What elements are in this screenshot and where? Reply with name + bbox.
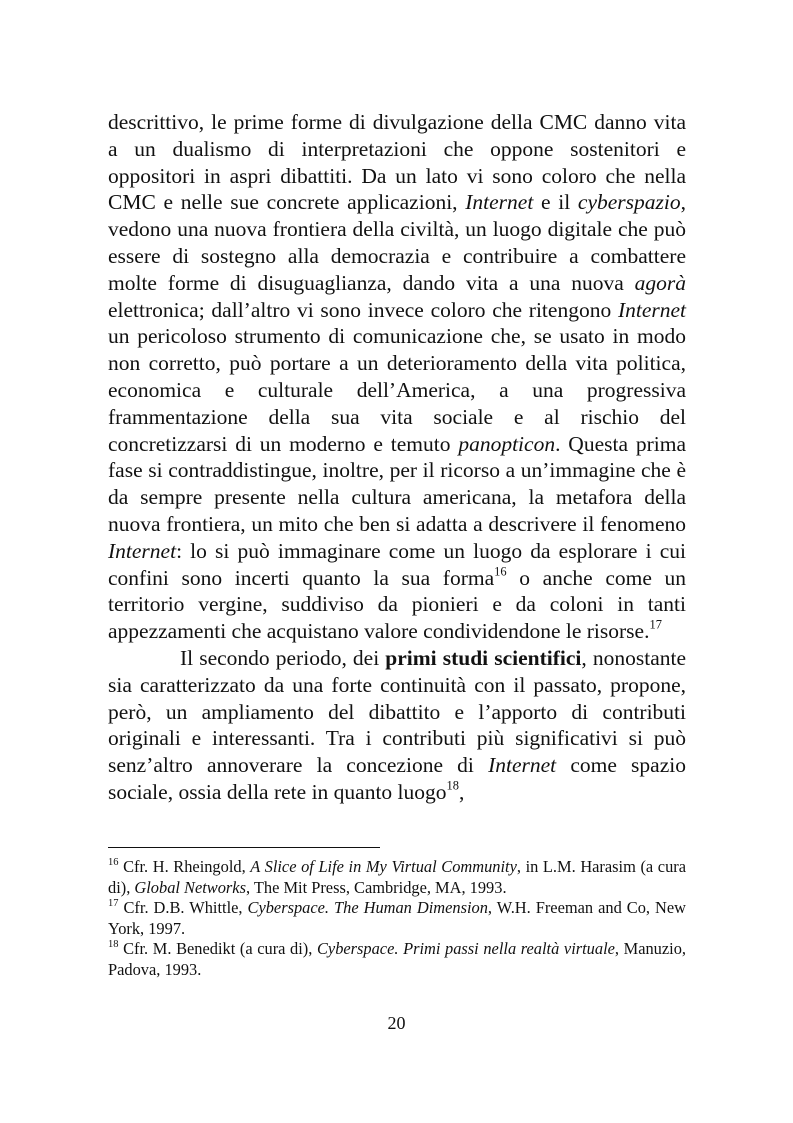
italic-term-internet: Internet bbox=[617, 297, 686, 322]
footnote-ref-18[interactable]: 18 bbox=[446, 778, 459, 793]
footnote-18 bbox=[108, 939, 686, 980]
footnote-ref-16[interactable]: 16 bbox=[494, 564, 507, 579]
footnote-text: , in L.M. Harasim (a cura di), bbox=[108, 857, 686, 897]
footnote-text: , Manuzio, Padova, 1993. bbox=[108, 939, 686, 979]
footnote-16 bbox=[108, 857, 686, 898]
text-run: come spazio sociale, ossia della rete in quanto luogo bbox=[108, 753, 686, 804]
footnote-number: 17 bbox=[108, 898, 119, 910]
italic-term-cyberspazio: cyberspazio bbox=[577, 190, 681, 215]
footnote-ref-17[interactable]: 17 bbox=[649, 617, 662, 632]
footnote-title: Cyberspace. The Human Dimension bbox=[247, 898, 488, 918]
footnote-text: Cfr. D.B. Whittle, bbox=[118, 898, 248, 918]
text-run: o anche come un territorio vergine, suddiviso da pionieri e da coloni in tanti appezzamenti che acquistano valore condividendone le risorse. bbox=[108, 565, 686, 644]
paragraph-1 bbox=[108, 109, 686, 645]
footnotes bbox=[108, 857, 686, 981]
footnote-title: A Slice of Life in My Virtual Community bbox=[250, 857, 517, 876]
text-run: , vedono una nuova frontiera della civiltà, un luogo digitale che può essere di sostegno alla democrazia e contribuire a combattere molte forme di disuguaglianza, dando vita a una nuova bbox=[108, 190, 686, 295]
text-run: : lo si può immaginare come un luogo da esplorare i cui confini sono incerti quanto la sua forma bbox=[108, 538, 686, 590]
paragraph-2 bbox=[108, 645, 686, 806]
text-run: , bbox=[459, 779, 465, 804]
text-run: . Questa prima fase si contraddistingue, inoltre, per il ricorso a un’immagine che è da sempre presente nella cultura americana, la metafora della nuova frontiera, un mito che ben si adatta a descrivere il fenomeno bbox=[108, 431, 686, 536]
text-run: elettronica; dall’altro vi sono invece coloro che ritengono bbox=[108, 297, 618, 322]
italic-term-internet: Internet bbox=[108, 538, 177, 563]
footnote-text: , The Mit Press, Cambridge, MA, 1993. bbox=[245, 877, 507, 897]
italic-term-internet: Internet bbox=[488, 753, 557, 778]
body-text bbox=[108, 109, 686, 806]
text-run: Il secondo periodo, dei bbox=[180, 645, 386, 670]
footnote-number: 16 bbox=[108, 857, 119, 869]
footnote-title: Global Networks bbox=[134, 877, 246, 897]
bold-term-primi-studi: primi studi scientifici bbox=[385, 645, 582, 670]
footnote-separator bbox=[108, 847, 380, 848]
italic-term-agora: agorà bbox=[634, 270, 686, 295]
footnote-title: Cyberspace. Primi passi nella realtà virtuale bbox=[316, 939, 615, 959]
text-run: e il bbox=[533, 190, 578, 215]
text-run: , nonostante sia caratterizzato da una forte continuità con il passato, propone, però, un ampliamento del dibattito e l’apporto di contributi originali e interessanti. Tra i contributi più significativi si può senz’altro annoverare la concezione di bbox=[108, 645, 687, 778]
page-number: 20 bbox=[387, 1013, 406, 1033]
text-run: un pericoloso strumento di comunicazione che, se usato in modo non corretto, può portare a un deterioramento della vita politica, economica e culturale dell’America, a una progressiva frammentazione della sua vita sociale e al rischio del concretizzarsi di un moderno e temuto bbox=[108, 324, 686, 456]
footnote-17 bbox=[108, 898, 686, 939]
italic-term-internet: Internet bbox=[465, 190, 534, 215]
text-run: descrittivo, le prime forme di divulgazione della CMC danno vita a un dualismo di interpretazioni che oppone sostenitori e oppositori in aspri dibattiti. Da un lato vi sono coloro che nella CMC e nelle sue concrete applicazioni, bbox=[108, 110, 686, 215]
italic-term-panopticon: panopticon bbox=[458, 431, 556, 456]
footnote-number: 18 bbox=[108, 939, 119, 951]
footnote-text: Cfr. M. Benedikt (a cura di), bbox=[118, 939, 317, 959]
footnote-text: Cfr. H. Rheingold, bbox=[118, 857, 251, 876]
footnote-text: , W.H. Freeman and Co, New York, 1997. bbox=[108, 898, 686, 938]
